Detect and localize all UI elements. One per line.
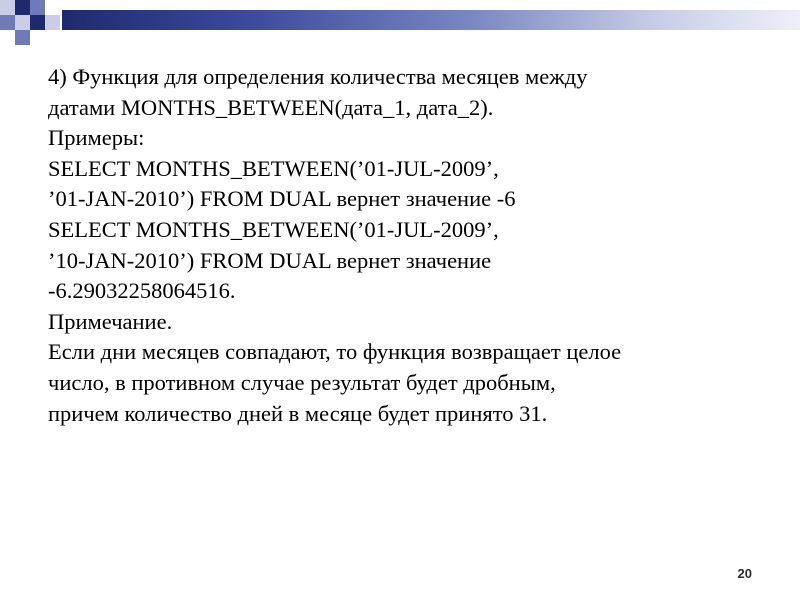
text-line-note-2: число, в противном случае результат будет дробным, xyxy=(48,369,556,395)
text-line-2: датами MONTHS_BETWEEN(дата_1, дата_2). xyxy=(48,94,494,120)
decor-square xyxy=(0,0,15,15)
decor-square xyxy=(15,0,30,15)
header-decoration-squares xyxy=(0,0,62,48)
text-line-note-1: Если дни месяцев совпадают, то функция возвращает целое xyxy=(48,339,622,365)
text-line-1: 4) Функция для определения количества месяцев между xyxy=(48,64,588,89)
decor-square xyxy=(0,15,15,30)
page-number: 20 xyxy=(737,566,752,581)
text-line-example-2a: SELECT MONTHS_BETWEEN(’01-JUL-2009’, xyxy=(48,216,499,242)
slide-body-text xyxy=(48,62,793,429)
decor-square xyxy=(30,15,45,30)
text-line-example-2b: ’10-JAN-2010’) FROM DUAL вернет значение xyxy=(48,247,492,273)
text-line-note-heading: Примечание. xyxy=(48,308,173,334)
text-line-example-2c: -6.29032258064516. xyxy=(48,278,236,304)
text-line-example-1a: SELECT MONTHS_BETWEEN(’01-JUL-2009’, xyxy=(48,155,499,181)
decor-square xyxy=(30,0,45,15)
decor-square xyxy=(15,15,30,30)
decor-square xyxy=(45,15,60,30)
decor-square xyxy=(15,30,30,45)
text-line-examples-heading: Примеры: xyxy=(48,125,145,151)
text-line-note-3: причем количество дней в месяце будет принято 31. xyxy=(48,400,548,426)
header-gradient-bar xyxy=(62,10,800,30)
text-line-example-1b: ’01-JAN-2010’) FROM DUAL вернет значение -6 xyxy=(48,186,516,212)
